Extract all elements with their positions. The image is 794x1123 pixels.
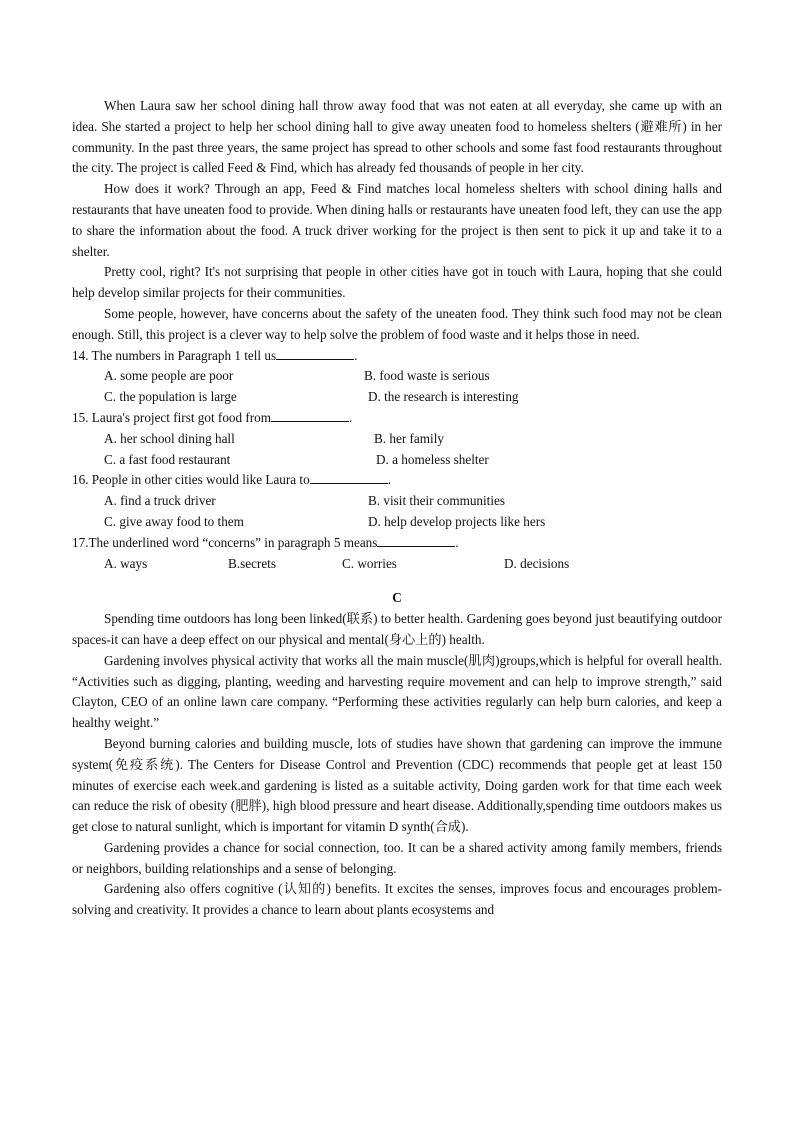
answer-blank	[271, 408, 349, 422]
question-stem: 15. Laura's project first got food from	[72, 409, 272, 425]
section-c-paragraph-5: Gardening also offers cognitive (认知的) benefits. It excites the senses, improves focus and encourages problem-solving and creativity. It provides a chance to learn about plants ecosystems and	[72, 881, 722, 918]
options-row	[72, 491, 722, 512]
passage-paragraph-2: How does it work? Through an app, Feed & Find matches local homeless shelters with school dining halls and restaurants that have uneaten food to provide. When dining halls or restaurants have uneaten food left, they can use the app to share the information about the food. A truck driver working for the project is then sent to pick it up and take it to a shelter.	[72, 181, 722, 259]
document-page	[72, 96, 722, 921]
passage-paragraph-4: Some people, however, have concerns about the safety of the uneaten food. They think such food may not be clean enough. Still, this project is a clever way to help solve the problem of food waste and it helps those in need.	[72, 305, 722, 342]
answer-blank	[310, 470, 388, 484]
question-17	[72, 533, 722, 554]
section-c-paragraph-1: Spending time outdoors has long been linked(联系) to better health. Gardening goes beyond just beautifying outdoor spaces-it can have a deep effect on our physical and mental(身心上的) health.	[72, 611, 722, 647]
option-d: D. a homeless shelter	[376, 451, 489, 467]
option-a: A. her school dining hall	[104, 430, 235, 446]
options-row	[72, 554, 722, 575]
question-end: .	[349, 409, 353, 425]
option-a: A. find a truck driver	[104, 493, 216, 509]
option-c: C. worries	[342, 555, 397, 571]
options-row	[72, 450, 722, 471]
question-stem: 17.The underlined word	[72, 534, 200, 550]
passage-paragraph-1: When Laura saw her school dining hall throw away food that was not eaten at all everyday, she came up with an idea. She started a project to help her school dining hall to give away uneaten food to homeless shelters (避难所) in her community. In the past three years, the same project has spread to other schools and some fast food restaurants throughout the city. The project is called Feed & Find, which has already fed thousands of people in her city.	[72, 98, 722, 176]
option-c: C. give away food to them	[104, 513, 244, 529]
question-16	[72, 470, 722, 491]
options-row	[72, 387, 722, 408]
option-a: A. some people are poor	[104, 368, 234, 384]
section-c-paragraph-2: Gardening involves physical activity that works all the main muscle(肌肉)groups,which is helpful for overall health. “Activities such as digging, planting, weeding and harvesting require movement and can help to improve strength,” said Clayton, CEO of an online lawn care company. “Performing these activities regularly can help burn calories, and keep a healthy weight.”	[72, 652, 722, 731]
section-c-paragraph-4: Gardening provides a chance for social connection, too. It can be a shared activity among family members, friends or neighbors, building relationships and a sense of belonging.	[72, 839, 722, 876]
options-row	[72, 366, 722, 387]
option-b: B. her family	[374, 430, 444, 446]
options-row	[72, 429, 722, 450]
question-14	[72, 346, 722, 367]
section-heading: C	[392, 590, 402, 606]
answer-blank	[276, 346, 354, 360]
question-15	[72, 408, 722, 429]
option-d: D. help develop projects like hers	[368, 513, 546, 529]
option-d: D. the research is interesting	[368, 389, 519, 405]
option-b: B. visit their communities	[368, 493, 505, 509]
passage-paragraph-3: Pretty cool, right? It's not surprising that people in other cities have got in touch with Laura, hoping that she could help develop similar projects for their communities.	[72, 264, 722, 301]
passage-b	[72, 96, 722, 346]
question-list	[72, 346, 722, 575]
option-d: D. decisions	[504, 555, 570, 571]
option-c: C. a fast food restaurant	[104, 451, 231, 467]
answer-blank	[377, 533, 455, 547]
options-row	[72, 512, 722, 533]
question-end: .	[354, 347, 358, 363]
question-stem: 14. The numbers in Paragraph 1 tell us	[72, 347, 277, 363]
question-stem: 16. People in other cities would like Laura to	[72, 472, 310, 488]
section-c	[72, 588, 722, 921]
section-c-paragraph-3: Beyond burning calories and building muscle, lots of studies have shown that gardening can improve the immune system(免疫系统). The Centers for Disease Control and Prevention (CDC) recommends that people get at least 150 minutes of exercise each week.and gardening is listed as a suitable activity, Doing garden work for that time each week can reduce the risk of obesity (肥胖), high blood pressure and heart disease. Additionally,spending time outdoors makes us get close to natural sunlight, which is important for vitamin D synth(合成).	[72, 735, 722, 835]
option-a: A. ways	[104, 555, 148, 571]
option-b: B.secrets	[228, 555, 276, 571]
option-c: C. the population is large	[104, 389, 237, 405]
question-end: .	[387, 472, 391, 488]
underlined-word: “concerns”	[202, 534, 261, 550]
question-stem-end: in paragraph 5 means	[264, 534, 378, 550]
question-end: .	[455, 534, 459, 550]
option-b: B. food waste is serious	[364, 368, 490, 384]
